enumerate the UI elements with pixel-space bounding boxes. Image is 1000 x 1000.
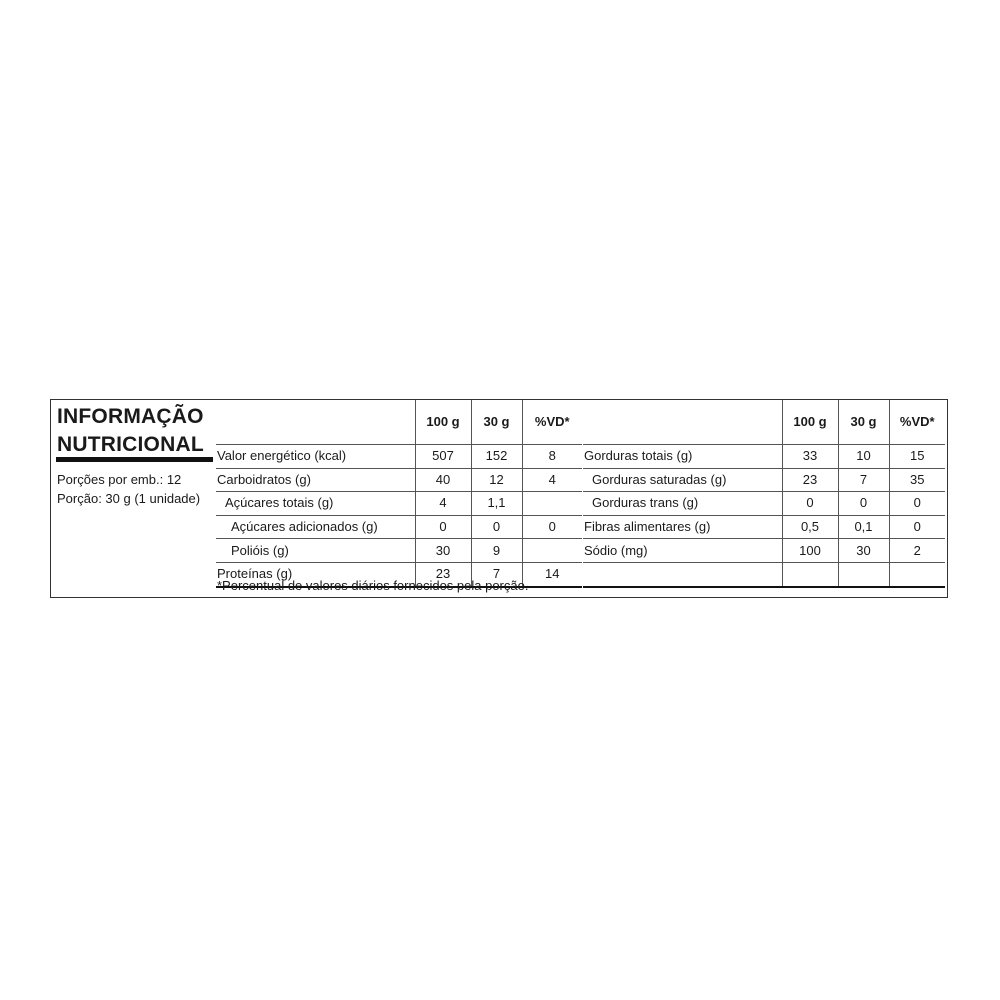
table-row xyxy=(216,468,582,492)
title-line-2: NUTRICIONAL xyxy=(57,433,204,456)
value-per-portion: 0 xyxy=(838,492,889,516)
header-per-portion: 30 g xyxy=(471,400,522,445)
nutrient-label: Gorduras trans (g) xyxy=(583,492,782,516)
value-per-portion: 0,1 xyxy=(838,515,889,539)
value-per-100g xyxy=(782,562,838,586)
value-daily-percent: 4 xyxy=(522,468,582,492)
value-per-100g: 23 xyxy=(415,562,471,586)
portion-info xyxy=(57,471,200,508)
value-per-portion: 0 xyxy=(471,515,522,539)
nutrient-label: Sódio (mg) xyxy=(583,539,782,563)
nutrition-title xyxy=(57,403,204,459)
title-underline-bar xyxy=(56,457,213,462)
value-daily-percent: 14 xyxy=(522,562,582,586)
nutrient-label: Polióis (g) xyxy=(216,539,415,563)
daily-value-footnote: *Percentual de valores diários fornecidos pela porção. xyxy=(217,578,529,593)
table-row xyxy=(583,515,945,539)
value-per-portion: 7 xyxy=(471,562,522,586)
portion-size: Porção: 30 g (1 unidade) xyxy=(57,490,201,506)
value-per-100g: 33 xyxy=(782,445,838,469)
table-row xyxy=(583,492,945,516)
nutrient-label: Carboidratos (g) xyxy=(216,468,415,492)
value-daily-percent xyxy=(889,562,945,586)
value-per-100g: 40 xyxy=(415,468,471,492)
value-per-100g: 23 xyxy=(782,468,838,492)
table-row xyxy=(583,562,945,586)
value-per-portion: 1,1 xyxy=(471,492,522,516)
value-per-portion: 30 xyxy=(838,539,889,563)
value-per-portion: 152 xyxy=(471,445,522,469)
table-row xyxy=(583,539,945,563)
nutrient-label: Açúcares adicionados (g) xyxy=(216,515,415,539)
table-row xyxy=(216,515,582,539)
header-per-portion: 30 g xyxy=(838,400,889,445)
table-header-row xyxy=(583,400,945,445)
nutrient-label: Gorduras totais (g) xyxy=(583,445,782,469)
nutrient-label: Valor energético (kcal) xyxy=(216,445,415,469)
value-daily-percent xyxy=(522,539,582,563)
header-per-100g: 100 g xyxy=(415,400,471,445)
header-daily-value: %VD* xyxy=(889,400,945,445)
value-per-portion: 10 xyxy=(838,445,889,469)
value-per-100g: 30 xyxy=(415,539,471,563)
value-daily-percent xyxy=(522,492,582,516)
nutrient-label: Açúcares totais (g) xyxy=(216,492,415,516)
nutrient-label: Fibras alimentares (g) xyxy=(583,515,782,539)
table-header-row xyxy=(216,400,582,445)
table-row xyxy=(216,492,582,516)
header-label-cell xyxy=(216,400,415,445)
table-row xyxy=(216,445,582,469)
value-daily-percent: 0 xyxy=(522,515,582,539)
value-per-100g: 0 xyxy=(782,492,838,516)
value-per-100g: 0 xyxy=(415,515,471,539)
title-line-1: INFORMAÇÃO xyxy=(57,405,204,428)
value-per-portion: 12 xyxy=(471,468,522,492)
portions-per-package: Porções por emb.: 12 xyxy=(57,472,182,487)
table-row xyxy=(583,468,945,492)
value-per-100g: 507 xyxy=(415,445,471,469)
value-daily-percent: 0 xyxy=(889,515,945,539)
value-daily-percent: 2 xyxy=(889,539,945,563)
value-per-100g: 100 xyxy=(782,539,838,563)
value-per-portion xyxy=(838,562,889,586)
nutrients-table-left xyxy=(216,400,582,588)
value-daily-percent: 0 xyxy=(889,492,945,516)
nutrition-facts-panel xyxy=(50,399,948,598)
nutrient-label: Proteínas (g) xyxy=(216,562,415,586)
nutrient-label xyxy=(583,562,782,586)
table-row xyxy=(583,445,945,469)
value-daily-percent: 35 xyxy=(889,468,945,492)
value-per-portion: 9 xyxy=(471,539,522,563)
value-daily-percent: 8 xyxy=(522,445,582,469)
value-per-portion: 7 xyxy=(838,468,889,492)
value-per-100g: 4 xyxy=(415,492,471,516)
nutrient-label: Gorduras saturadas (g) xyxy=(583,468,782,492)
header-daily-value: %VD* xyxy=(522,400,582,445)
header-per-100g: 100 g xyxy=(782,400,838,445)
value-per-100g: 0,5 xyxy=(782,515,838,539)
table-row xyxy=(216,539,582,563)
nutrients-table-right xyxy=(583,400,945,588)
value-daily-percent: 15 xyxy=(889,445,945,469)
header-label-cell xyxy=(583,400,782,445)
